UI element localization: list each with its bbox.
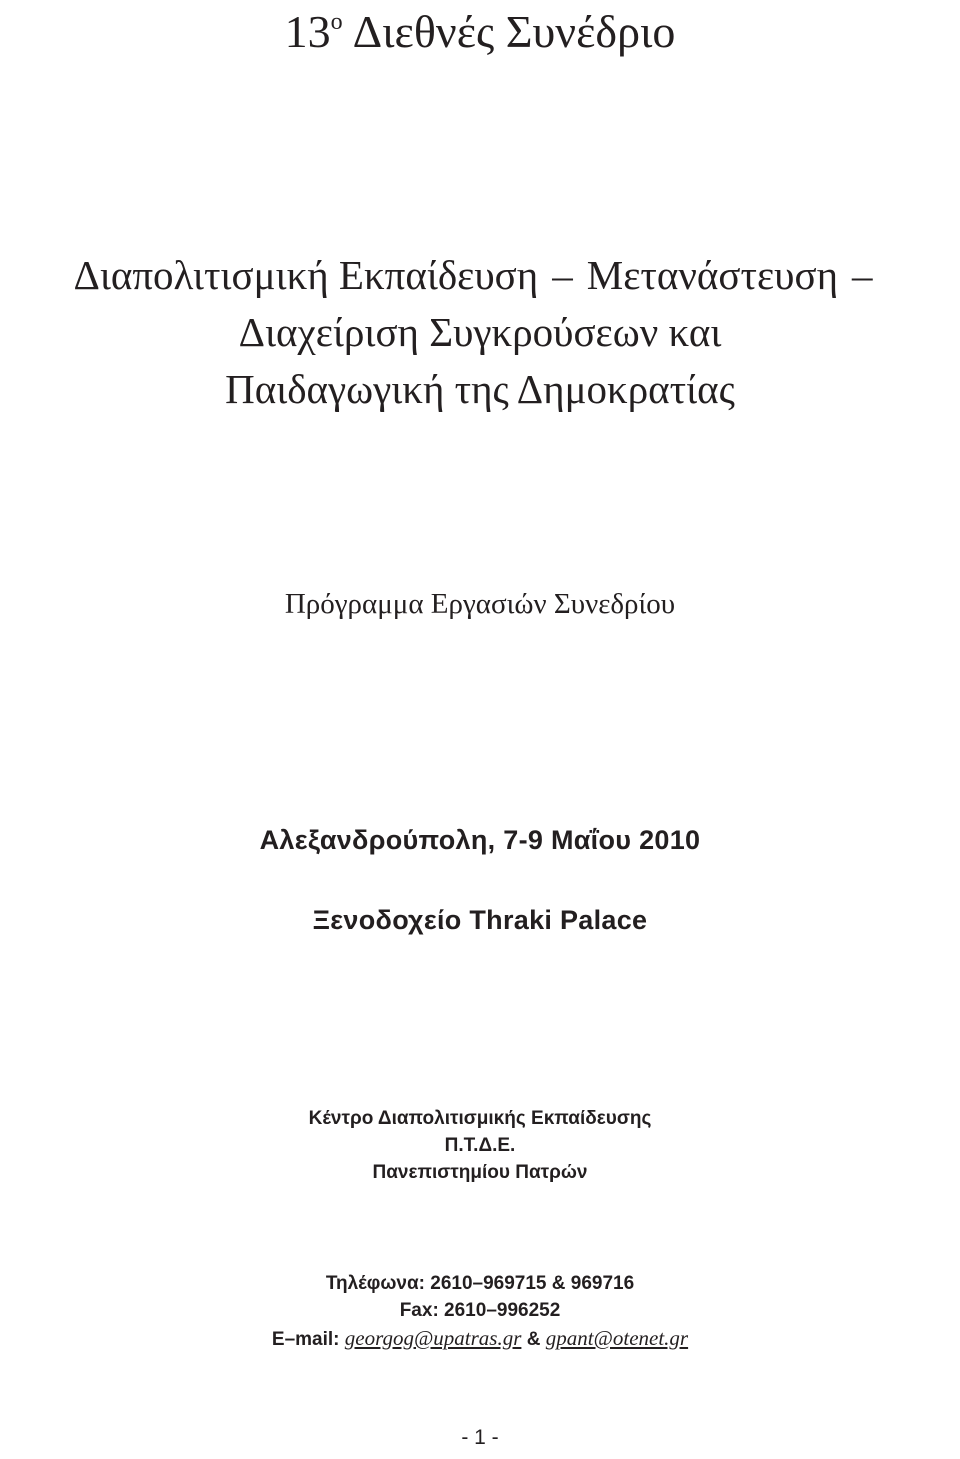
venue-place-date: Αλεξανδρούπολη, 7-9 Μαΐου 2010 <box>259 825 701 855</box>
contact-phones: Τηλέφωνα: 2610–969715 & 969716 <box>325 1273 635 1294</box>
topic-line-2: Διαχείριση Συγκρούσεων και <box>238 309 722 355</box>
topic-end-dash: – <box>852 252 873 298</box>
email-label: E–mail: <box>271 1329 340 1350</box>
topic-line-3: Παιδαγωγική της Δημοκρατίας <box>225 366 735 412</box>
organizer-line-3: Πανεπιστημίου Πατρών <box>372 1162 588 1183</box>
organizer-line-1: Κέντρο Διαπολιτισμικής Εκπαίδευσης <box>308 1108 652 1129</box>
conference-title <box>0 6 960 66</box>
topic-left: Διαπολιτισμική Εκπαίδευση <box>73 252 539 298</box>
conference-number: 13 <box>284 6 331 57</box>
topic-right: Μετανάστευση <box>586 252 839 298</box>
email-link-2[interactable]: gpant@otenet.gr <box>545 1326 689 1350</box>
email-separator: & <box>526 1329 541 1350</box>
topic-dash: – <box>552 252 573 298</box>
venue-hotel: Ξενοδοχείο Thraki Palace <box>312 905 648 935</box>
organizer-line-2: Π.Τ.Δ.Ε. <box>444 1135 516 1156</box>
email-link-1[interactable]: georgog@upatras.gr <box>344 1326 522 1350</box>
program-subtitle: Πρόγραμμα Εργασιών Συνεδρίου <box>284 588 676 620</box>
topic-line-1 <box>0 251 960 299</box>
contact-fax: Fax: 2610–996252 <box>399 1300 561 1321</box>
page-number: - 1 - <box>461 1426 499 1449</box>
conference-name: Διεθνές Συνέδριο <box>352 6 676 57</box>
ordinal-suffix: o <box>330 9 343 35</box>
contact-email <box>0 1326 960 1352</box>
